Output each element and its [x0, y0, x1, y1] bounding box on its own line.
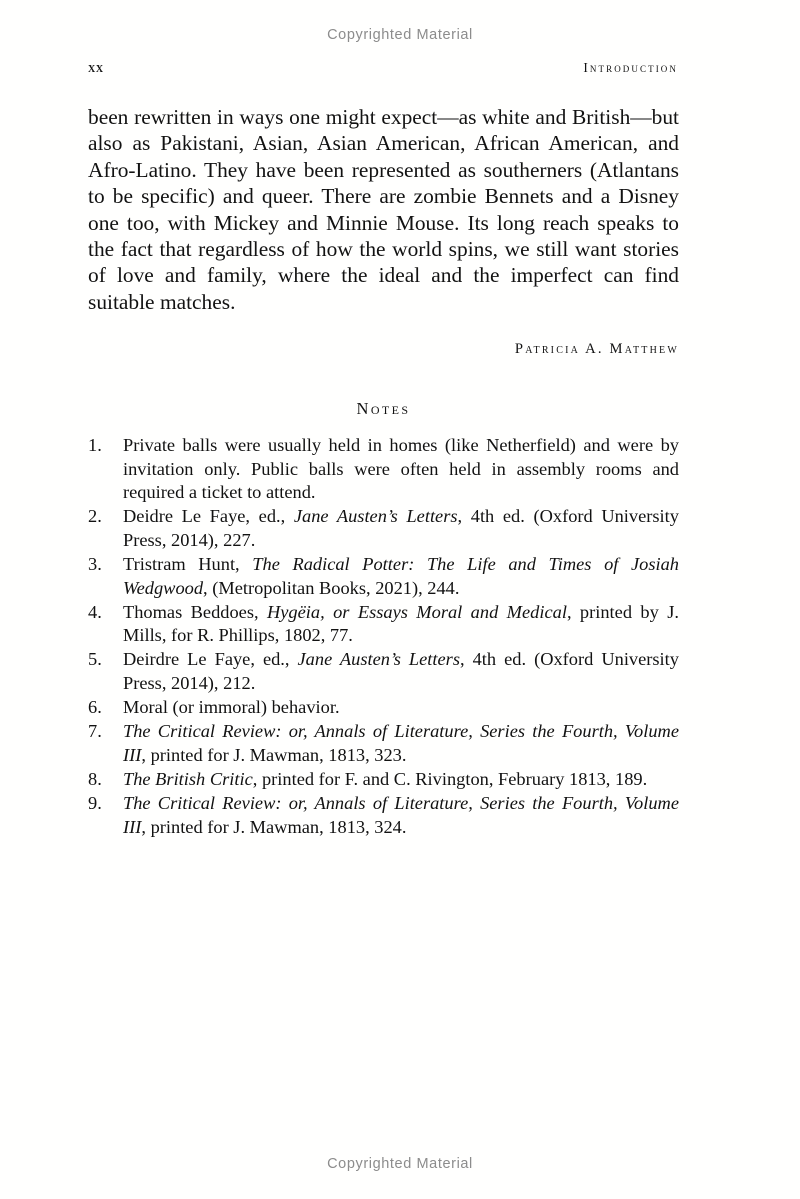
note-number: 1.: [88, 435, 102, 455]
note-title-italic: Jane Austen’s Letters: [293, 506, 458, 527]
note-text-roman: , 4th ed. (Oxford University Press, 2014), 227.: [123, 506, 679, 550]
note-number: 8.: [88, 768, 102, 789]
note-title-italic: Jane Austen’s Letters: [297, 649, 460, 670]
note-text: [123, 696, 679, 720]
note-text-roman: Moral (or immoral) behavior.: [123, 697, 340, 718]
note-item: [88, 696, 679, 720]
note-title-italic: The Critical Review: or, Annals of Literature, Series the Fourth, Volume III: [123, 721, 679, 765]
author-signature: Patricia A. Matthew: [514, 341, 679, 357]
note-title-italic: The British Critic: [123, 768, 253, 789]
note-text: [123, 720, 679, 767]
note-text-roman: , (Metropolitan Books, 2021), 244.: [203, 577, 460, 598]
note-number: 7.: [88, 721, 102, 742]
note-number: 5.: [88, 649, 102, 670]
note-item: [88, 768, 679, 792]
note-text: [123, 601, 679, 648]
note-item: [88, 601, 679, 648]
note-text-roman: Thomas Beddoes,: [123, 601, 267, 622]
note-text-roman: , 4th ed. (Oxford University Press, 2014), 212.: [123, 649, 679, 693]
note-text-roman: , printed for J. Mawman, 1813, 323.: [141, 744, 407, 765]
note-item: [88, 553, 679, 600]
note-title-italic: The Critical Review: or, Annals of Literature, Series the Fourth, Volume III: [123, 792, 679, 837]
copyright-watermark-bottom: Copyrighted Material: [327, 1156, 473, 1172]
note-item: [88, 720, 679, 767]
note-item: [88, 648, 679, 695]
note-text: [123, 792, 679, 839]
copyright-watermark-top: Copyrighted Material: [327, 27, 473, 43]
note-text-roman: Deidre Le Faye, ed.,: [123, 506, 294, 527]
note-text-roman: , printed for J. Mawman, 1813, 324.: [141, 816, 407, 837]
note-text-roman: Private balls were usually held in homes (like Netherfield) and were by invitation only. Public balls were often held in assembly rooms and required a ticket to attend.: [123, 435, 679, 503]
note-text: [123, 505, 679, 552]
note-item: [88, 792, 679, 839]
notes-list: [88, 434, 679, 840]
note-item: [88, 505, 679, 552]
note-number: 6.: [88, 697, 102, 718]
note-title-italic: The Radical Potter: The Life and Times of Josiah Wedgwood: [123, 553, 679, 598]
note-text-roman: Deirdre Le Faye, ed.,: [123, 649, 298, 670]
running-head: [88, 60, 678, 77]
note-text: [123, 768, 679, 792]
note-number: 9.: [88, 792, 102, 813]
note-title-italic: Hygëia, or Essays Moral and Medical: [266, 601, 567, 622]
note-number: 3.: [88, 553, 102, 574]
note-text: [123, 648, 679, 695]
note-text-roman: , printed by J. Mills, for R. Phillips, 1802, 77.: [123, 601, 679, 646]
note-text: [123, 434, 679, 505]
note-text-roman: , printed for F. and C. Rivington, February 1813, 189.: [252, 768, 648, 789]
note-text: [123, 553, 679, 600]
body-text-block: [88, 104, 679, 315]
note-number: 4.: [88, 601, 102, 622]
running-head-title: Introduction: [583, 60, 678, 75]
note-text-roman: Tristram Hunt,: [123, 553, 253, 574]
page-folio: xx: [88, 61, 104, 76]
note-item: [88, 434, 679, 505]
note-number: 2.: [88, 506, 102, 527]
notes-heading: Notes: [356, 399, 411, 418]
body-paragraph: been rewritten in ways one might expect—as white and British—but also as Pakistani, Asian, Asian American, African American, and Afro-Latino. They have been represented as southerners (Atlantans to be specific) and queer. There are zombie Bennets and a Disney one too, with Mickey and Minnie Mouse. Its long reach speaks to the fact that regardless of how the world spins, we still want stories of love and family, where the ideal and the imperfect can find suitable matches.: [88, 105, 679, 314]
